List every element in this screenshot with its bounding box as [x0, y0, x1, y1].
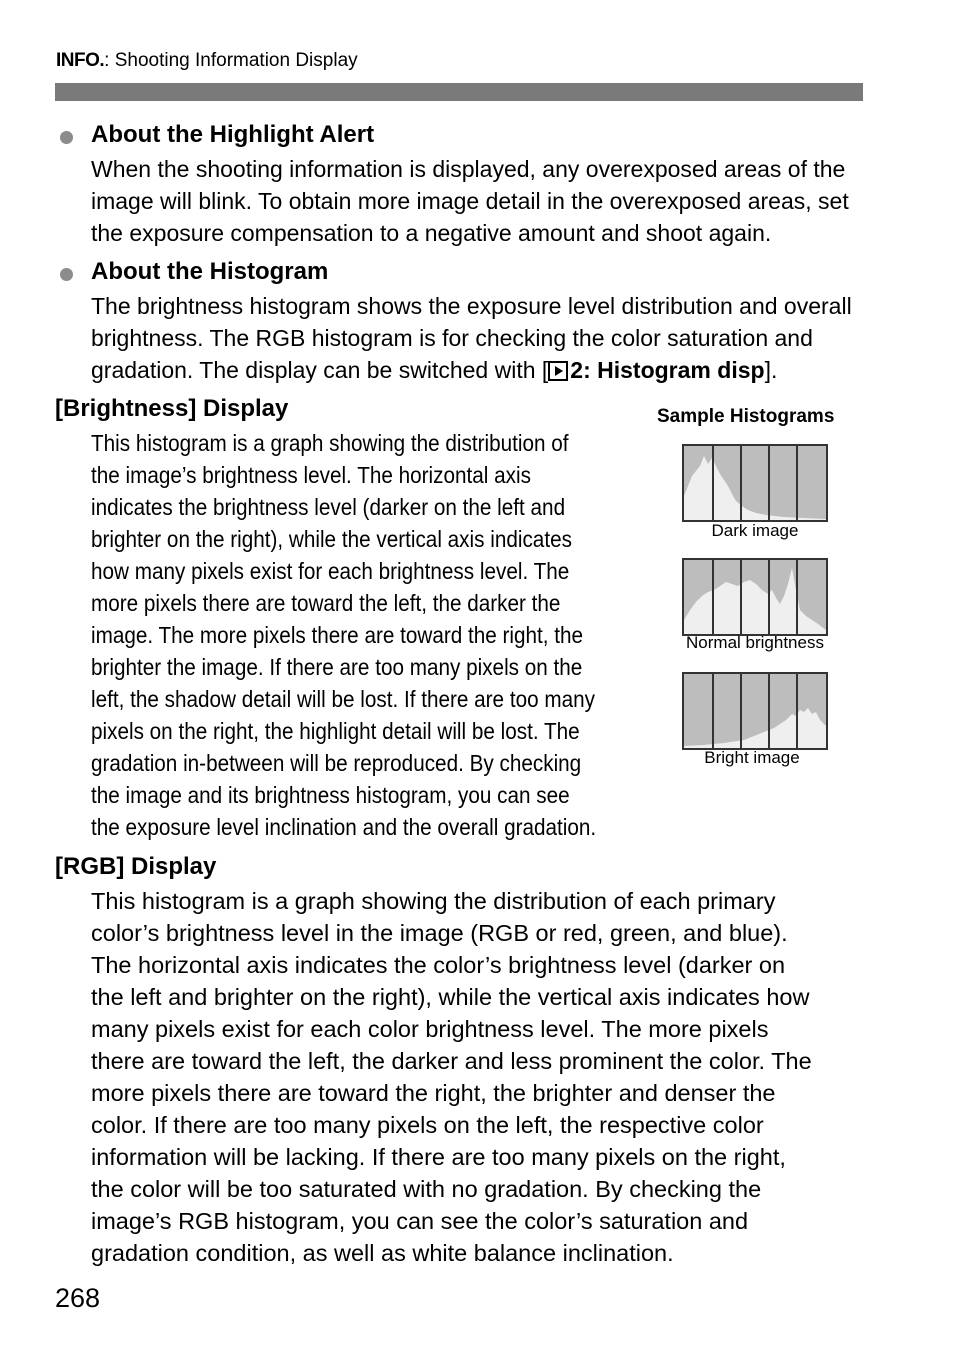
- text-line: the image’s brightness level. The horizontal axis: [91, 462, 531, 488]
- text-line: This histogram is a graph showing the distribution of each primary: [91, 888, 776, 914]
- text-line: indicates the brightness level (darker on the left and: [91, 494, 566, 520]
- highlight-alert-body: [91, 153, 849, 249]
- hist-label-bright: Bright image: [704, 748, 800, 767]
- text-line: gradation condition, as well as white balance inclination.: [91, 1240, 674, 1266]
- normal-brightness-histogram: [682, 558, 828, 636]
- text-line: color. If there are too many pixels on the left, the respective color: [91, 1112, 764, 1138]
- bright-image-histogram: [682, 672, 828, 750]
- text-line: The brightness histogram shows the exposure level distribution and overall: [91, 293, 852, 319]
- page-number: 268: [55, 1283, 101, 1313]
- bullet-icon: [60, 268, 73, 281]
- text-segment: ].: [764, 357, 778, 383]
- text-line: many pixels exist for each color brightness level. The more pixels: [91, 1016, 769, 1042]
- text-line: When the shooting information is displayed, any overexposed areas of the: [91, 156, 846, 182]
- text-line: This histogram is a graph showing the distribution of: [91, 430, 569, 456]
- dark-image-histogram: [682, 444, 828, 522]
- text-line: left, the shadow detail will be lost. If there are too many: [91, 686, 595, 712]
- text-line: pixels on the right, the highlight detail will be lost. The: [91, 718, 580, 744]
- text-line: more pixels there are toward the left, the darker the: [91, 590, 561, 616]
- rgb-body: [91, 885, 812, 1269]
- header-bar: [55, 83, 863, 101]
- menu-reference: 2: Histogram disp: [570, 357, 765, 383]
- sample-histograms-title: Sample Histograms: [657, 406, 835, 427]
- histogram-body: [91, 290, 852, 386]
- text-line: the exposure compensation to a negative amount and shoot again.: [91, 220, 772, 246]
- text-segment: gradation. The display can be switched with [: [91, 357, 549, 383]
- histogram-heading: About the Histogram: [91, 258, 329, 285]
- text-line: brighter the image. If there are too many pixels on the: [91, 654, 583, 680]
- text-line: gradation in-between will be reproduced. By checking: [91, 750, 582, 776]
- running-header: [56, 50, 358, 72]
- text-line: The horizontal axis indicates the color’s brightness level (darker on: [91, 952, 786, 978]
- bullet-icon: [60, 131, 73, 144]
- brightness-body: [91, 427, 596, 843]
- text-line: the exposure level inclination and the overall gradation.: [91, 814, 597, 840]
- hist-label-dark: Dark image: [711, 521, 799, 540]
- brightness-heading: [Brightness] Display: [55, 395, 289, 422]
- text-line: more pixels there are toward the right, the brighter and denser the: [91, 1080, 776, 1106]
- text-line: brightness. The RGB histogram is for checking the color saturation and: [91, 325, 813, 351]
- text-line: the left and brighter on the right), while the vertical axis indicates how: [91, 984, 810, 1010]
- text-line: [91, 354, 852, 386]
- text-line: brighter on the right), while the vertical axis indicates: [91, 526, 572, 552]
- header-title: : Shooting Information Display: [104, 50, 358, 71]
- text-line: image will blink. To obtain more image detail in the overexposed areas, set: [91, 188, 849, 214]
- highlight-alert-heading: About the Highlight Alert: [91, 121, 375, 148]
- text-line: information will be lacking. If there are too many pixels on the right,: [91, 1144, 786, 1170]
- info-label: INFO.: [56, 50, 105, 71]
- text-line: color’s brightness level in the image (RGB or red, green, and blue).: [91, 920, 788, 946]
- text-line: there are toward the left, the darker and less prominent the color. The: [91, 1048, 812, 1074]
- playback-icon: [548, 361, 568, 381]
- text-line: the color will be too saturated with no gradation. By checking the: [91, 1176, 762, 1202]
- text-line: image’s RGB histogram, you can see the color’s saturation and: [91, 1208, 749, 1234]
- rgb-heading: [RGB] Display: [55, 853, 217, 880]
- text-line: the image and its brightness histogram, you can see: [91, 782, 570, 808]
- text-line: image. The more pixels there are toward the right, the: [91, 622, 584, 648]
- hist-label-normal: Normal brightness: [686, 633, 824, 652]
- text-line: how many pixels exist for each brightness level. The: [91, 558, 570, 584]
